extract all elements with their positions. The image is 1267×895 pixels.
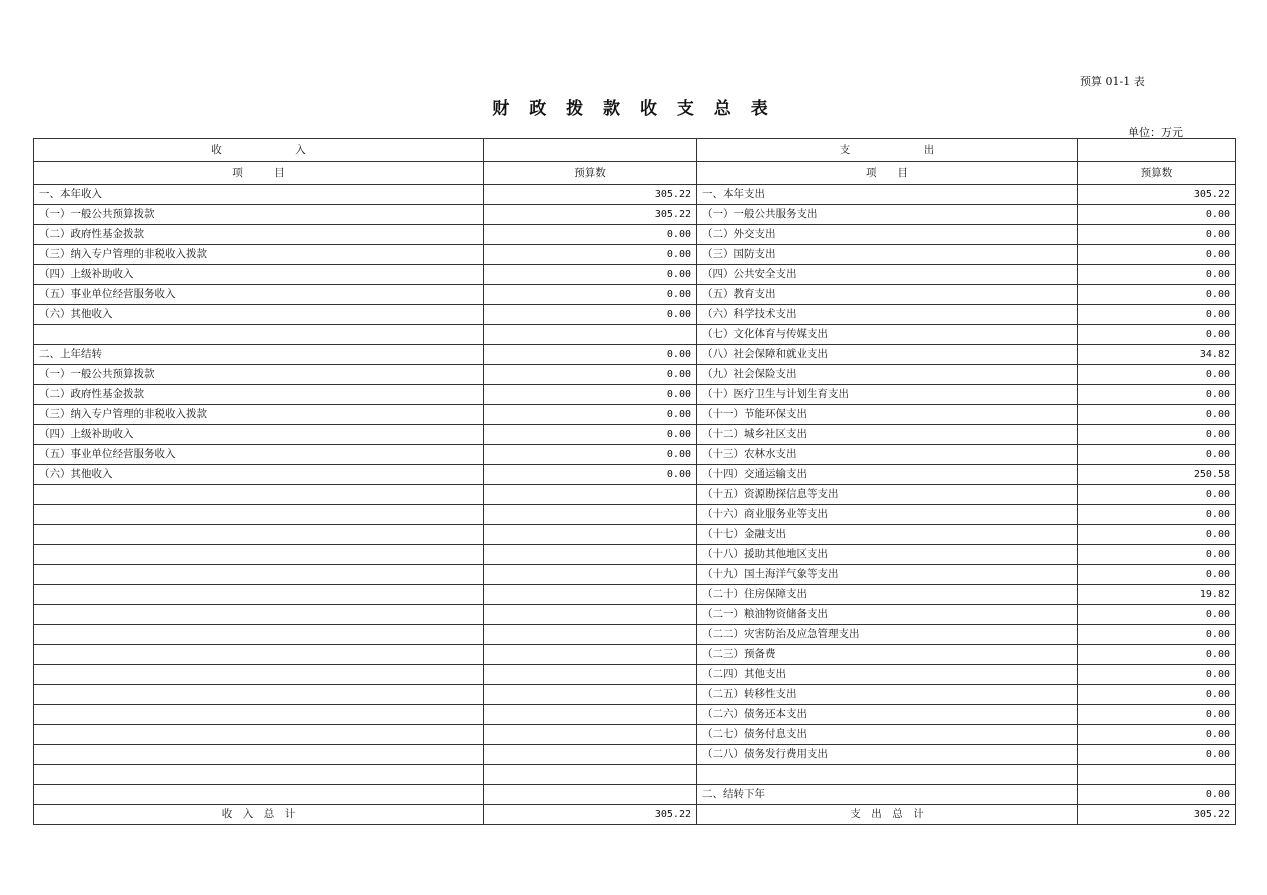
expense-item-cell: （七）文化体育与传媒支出: [697, 325, 1078, 345]
expense-amount-cell: 305.22: [1078, 185, 1236, 205]
expense-item-cell: （十七）金融支出: [697, 525, 1078, 545]
income-amount-cell: [484, 505, 697, 525]
table-row: [34, 685, 1236, 705]
expense-amount-cell: 0.00: [1078, 385, 1236, 405]
income-amount-header: 预算数: [484, 162, 697, 185]
income-amount-cell: [484, 725, 697, 745]
expense-amount-cell: 19.82: [1078, 585, 1236, 605]
expense-item-cell: （二一）粮油物资储备支出: [697, 605, 1078, 625]
table-row: [34, 465, 1236, 485]
table-row: [34, 205, 1236, 225]
income-item-cell: [34, 585, 484, 605]
expense-item-cell: （九）社会保险支出: [697, 365, 1078, 385]
expense-item-cell: （二十）住房保障支出: [697, 585, 1078, 605]
expense-item-cell: （十八）援助其他地区支出: [697, 545, 1078, 565]
income-amount-cell: 305.22: [484, 185, 697, 205]
expense-amount-cell: 0.00: [1078, 685, 1236, 705]
expense-amount-cell: 0.00: [1078, 425, 1236, 445]
expense-total-label: 支 出 总 计: [697, 805, 1078, 825]
expense-total-amount: 305.22: [1078, 805, 1236, 825]
expense-amount-cell: 0.00: [1078, 305, 1236, 325]
income-amount-cell: [484, 565, 697, 585]
income-amount-cell: [484, 605, 697, 625]
expense-amount-cell: 0.00: [1078, 525, 1236, 545]
expense-amount-cell: 0.00: [1078, 405, 1236, 425]
income-amount-cell: [484, 625, 697, 645]
expense-amount-cell: 0.00: [1078, 325, 1236, 345]
expense-item-cell: （十九）国土海洋气象等支出: [697, 565, 1078, 585]
table-row: [34, 505, 1236, 525]
income-item-cell: （一）一般公共预算拨款: [34, 205, 484, 225]
expense-amount-cell: [1078, 765, 1236, 785]
page-title: 财 政 拨 款 收 支 总 表: [492, 99, 775, 119]
expense-amount-cell: 0.00: [1078, 365, 1236, 385]
expense-item-cell: （十）医疗卫生与计划生育支出: [697, 385, 1078, 405]
table-row: [34, 405, 1236, 425]
expense-item-cell: （十二）城乡社区支出: [697, 425, 1078, 445]
table-row: [34, 345, 1236, 365]
expense-item-cell: （二二）灾害防治及应急管理支出: [697, 625, 1078, 645]
income-amount-cell: [484, 785, 697, 805]
expense-amount-cell: 0.00: [1078, 565, 1236, 585]
income-item-cell: （三）纳入专户管理的非税收入拨款: [34, 245, 484, 265]
section-header-row: [34, 139, 1236, 162]
expense-amount-cell: 0.00: [1078, 785, 1236, 805]
expense-amount-cell: 0.00: [1078, 265, 1236, 285]
unit-label: 单位：万元: [1128, 126, 1183, 139]
table-row: [34, 385, 1236, 405]
income-amount-cell: 0.00: [484, 345, 697, 365]
income-total-amount: 305.22: [484, 805, 697, 825]
table-row: [34, 245, 1236, 265]
table-row: [34, 225, 1236, 245]
table-row: [34, 665, 1236, 685]
expense-item-cell: （十三）农林水支出: [697, 445, 1078, 465]
table-row: [34, 625, 1236, 645]
expense-amount-cell: 0.00: [1078, 705, 1236, 725]
expense-section-header-blank: [1078, 139, 1236, 162]
income-item-cell: （四）上级补助收入: [34, 265, 484, 285]
income-item-cell: [34, 625, 484, 645]
income-item-cell: （六）其他收入: [34, 465, 484, 485]
expense-item-cell: （十六）商业服务业等支出: [697, 505, 1078, 525]
expense-item-header: 项 目: [697, 162, 1078, 185]
expense-item-cell: （二四）其他支出: [697, 665, 1078, 685]
income-item-cell: 二、上年结转: [34, 345, 484, 365]
income-item-cell: [34, 705, 484, 725]
income-amount-cell: [484, 765, 697, 785]
expense-amount-cell: 0.00: [1078, 605, 1236, 625]
expense-amount-cell: 0.00: [1078, 245, 1236, 265]
table-row: [34, 745, 1236, 765]
expense-amount-cell: 0.00: [1078, 485, 1236, 505]
table-row: [34, 785, 1236, 805]
income-amount-cell: [484, 525, 697, 545]
expense-amount-cell: 0.00: [1078, 665, 1236, 685]
table-row: [34, 545, 1236, 565]
income-item-cell: （五）事业单位经营服务收入: [34, 285, 484, 305]
table-row: [34, 525, 1236, 545]
income-amount-cell: 0.00: [484, 445, 697, 465]
expense-item-cell: 一、本年支出: [697, 185, 1078, 205]
column-header-row: [34, 162, 1236, 185]
table-row: [34, 585, 1236, 605]
table-row: [34, 605, 1236, 625]
income-amount-cell: 0.00: [484, 425, 697, 445]
table-row: [34, 425, 1236, 445]
table-row: [34, 185, 1236, 205]
income-amount-cell: 305.22: [484, 205, 697, 225]
expense-amount-cell: 0.00: [1078, 205, 1236, 225]
expense-item-cell: （十五）资源勘探信息等支出: [697, 485, 1078, 505]
expense-item-cell: （二六）债务还本支出: [697, 705, 1078, 725]
income-item-cell: [34, 645, 484, 665]
expense-item-cell: （三）国防支出: [697, 245, 1078, 265]
income-item-cell: [34, 745, 484, 765]
expense-amount-header: 预算数: [1078, 162, 1236, 185]
income-item-cell: [34, 525, 484, 545]
expense-item-cell: （十一）节能环保支出: [697, 405, 1078, 425]
income-amount-cell: [484, 585, 697, 605]
income-item-cell: [34, 605, 484, 625]
income-amount-cell: [484, 485, 697, 505]
income-amount-cell: 0.00: [484, 285, 697, 305]
income-item-cell: [34, 505, 484, 525]
income-amount-cell: [484, 705, 697, 725]
expense-item-cell: （二五）转移性支出: [697, 685, 1078, 705]
expense-item-cell: （一）一般公共服务支出: [697, 205, 1078, 225]
budget-table: [33, 138, 1236, 825]
income-item-cell: （四）上级补助收入: [34, 425, 484, 445]
income-item-cell: （二）政府性基金拨款: [34, 225, 484, 245]
expense-amount-cell: 0.00: [1078, 505, 1236, 525]
income-item-cell: （一）一般公共预算拨款: [34, 365, 484, 385]
income-item-cell: （三）纳入专户管理的非税收入拨款: [34, 405, 484, 425]
income-item-cell: [34, 325, 484, 345]
total-row: [34, 805, 1236, 825]
form-number: 预算 01-1 表: [1080, 75, 1145, 88]
expense-item-cell: [697, 765, 1078, 785]
expense-item-cell: （二）外交支出: [697, 225, 1078, 245]
expense-amount-cell: 0.00: [1078, 225, 1236, 245]
income-amount-cell: 0.00: [484, 265, 697, 285]
income-amount-cell: [484, 665, 697, 685]
income-amount-cell: 0.00: [484, 365, 697, 385]
expense-item-cell: （八）社会保障和就业支出: [697, 345, 1078, 365]
income-item-cell: 一、本年收入: [34, 185, 484, 205]
income-item-cell: [34, 665, 484, 685]
expense-item-cell: （四）公共安全支出: [697, 265, 1078, 285]
income-total-label: 收 入 总 计: [34, 805, 484, 825]
expense-section-header: 支 出: [697, 139, 1078, 162]
table-row: [34, 285, 1236, 305]
table-row: [34, 705, 1236, 725]
table-row: [34, 445, 1236, 465]
table-row: [34, 265, 1236, 285]
expense-amount-cell: 0.00: [1078, 725, 1236, 745]
income-section-header-blank: [484, 139, 697, 162]
income-amount-cell: 0.00: [484, 245, 697, 265]
income-item-header: 项 目: [34, 162, 484, 185]
income-amount-cell: 0.00: [484, 225, 697, 245]
expense-item-cell: 二、结转下年: [697, 785, 1078, 805]
income-section-header: 收 入: [34, 139, 484, 162]
income-item-cell: [34, 685, 484, 705]
income-item-cell: [34, 725, 484, 745]
table-row: [34, 325, 1236, 345]
table-row: [34, 645, 1236, 665]
income-amount-cell: 0.00: [484, 305, 697, 325]
expense-amount-cell: 0.00: [1078, 625, 1236, 645]
income-item-cell: [34, 785, 484, 805]
expense-item-cell: （二七）债务付息支出: [697, 725, 1078, 745]
income-item-cell: （六）其他收入: [34, 305, 484, 325]
expense-amount-cell: 250.58: [1078, 465, 1236, 485]
income-amount-cell: 0.00: [484, 465, 697, 485]
expense-amount-cell: 34.82: [1078, 345, 1236, 365]
expense-amount-cell: 0.00: [1078, 745, 1236, 765]
income-amount-cell: 0.00: [484, 385, 697, 405]
income-item-cell: [34, 545, 484, 565]
expense-amount-cell: 0.00: [1078, 285, 1236, 305]
income-amount-cell: 0.00: [484, 405, 697, 425]
income-item-cell: [34, 565, 484, 585]
expense-item-cell: （二八）债务发行费用支出: [697, 745, 1078, 765]
table-row: [34, 565, 1236, 585]
income-amount-cell: [484, 685, 697, 705]
expense-item-cell: （十四）交通运输支出: [697, 465, 1078, 485]
table-row: [34, 305, 1236, 325]
income-item-cell: （五）事业单位经营服务收入: [34, 445, 484, 465]
table-row: [34, 725, 1236, 745]
expense-amount-cell: 0.00: [1078, 445, 1236, 465]
income-item-cell: （二）政府性基金拨款: [34, 385, 484, 405]
income-amount-cell: [484, 325, 697, 345]
table-row: [34, 365, 1236, 385]
expense-amount-cell: 0.00: [1078, 545, 1236, 565]
income-item-cell: [34, 485, 484, 505]
income-amount-cell: [484, 645, 697, 665]
income-amount-cell: [484, 545, 697, 565]
expense-amount-cell: 0.00: [1078, 645, 1236, 665]
expense-item-cell: （五）教育支出: [697, 285, 1078, 305]
table-row: [34, 765, 1236, 785]
income-item-cell: [34, 765, 484, 785]
expense-item-cell: （六）科学技术支出: [697, 305, 1078, 325]
expense-item-cell: （二三）预备费: [697, 645, 1078, 665]
table-row: [34, 485, 1236, 505]
income-amount-cell: [484, 745, 697, 765]
